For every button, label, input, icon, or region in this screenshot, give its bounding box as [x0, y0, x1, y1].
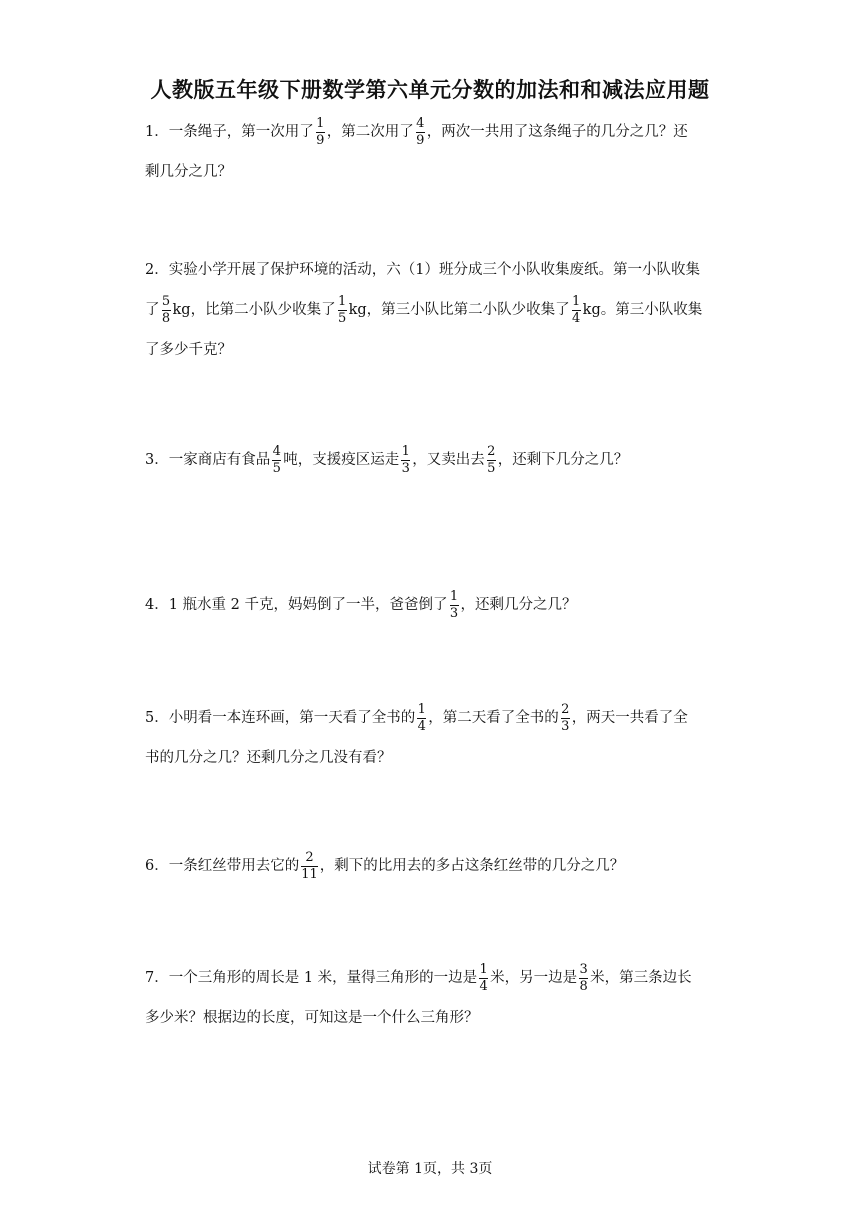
- denominator: 3: [561, 718, 570, 734]
- denominator: 9: [316, 132, 325, 148]
- question-2-line-2: [145, 290, 715, 330]
- numerator: 1: [449, 588, 459, 604]
- question-7-line-1: [145, 958, 715, 998]
- numerator: 5: [161, 293, 171, 309]
- q3-text-4: ，还剩下几分之几？: [497, 452, 629, 468]
- denominator: 3: [449, 605, 459, 621]
- question-2-line-1: 2．实验小学开展了保护环境的活动，六（1）班分成三个小队收集废纸。第一小队收集: [145, 262, 700, 278]
- denominator: 5: [487, 460, 496, 476]
- question-3-line-1: [145, 440, 715, 480]
- numerator: 4: [416, 115, 425, 131]
- denominator: 11: [301, 866, 318, 882]
- q5-text-3: ，两天一共看了全: [571, 710, 688, 726]
- q2-fraction-3: [572, 295, 581, 326]
- q4-text-1: 4．1 瓶水重 2 千克，妈妈倒了一半，爸爸倒了: [145, 597, 448, 613]
- q7-text-2: 米，另一边是: [490, 970, 578, 986]
- q3-fraction-3: [487, 445, 496, 476]
- q7-fraction-1: [479, 963, 488, 994]
- q1-text-3: ，两次一共用了这条绳子的几分之几？还: [426, 124, 688, 140]
- q2-text-4: kg。第三小队收集: [582, 302, 703, 318]
- q2-text-2: kg，比第二小队少收集了: [172, 302, 336, 318]
- q2-text-1: 了: [145, 302, 160, 318]
- q2-text-3: kg，第三小队比第二小队少收集了: [348, 302, 570, 318]
- q3-fraction-2: [401, 445, 410, 476]
- denominator: 3: [401, 460, 410, 476]
- numerator: 1: [401, 443, 410, 459]
- q1-fraction-1: [316, 117, 325, 148]
- q3-text-2: 吨，支援疫区运走: [283, 452, 400, 468]
- q4-fraction-1: [450, 590, 459, 621]
- numerator: 4: [272, 443, 281, 459]
- question-6-line-1: [145, 846, 715, 886]
- q3-text-1: 3．一家商店有食品: [145, 452, 271, 468]
- denominator: 8: [161, 310, 171, 326]
- q3-text-3: ，又卖出去: [412, 452, 485, 468]
- numerator: 2: [305, 849, 314, 865]
- q2-fraction-1: [162, 295, 171, 326]
- question-4-line-1: [145, 585, 715, 625]
- numerator: 1: [316, 115, 325, 131]
- q1-text-2: ，第二次用了: [326, 124, 414, 140]
- q5-fraction-1: [417, 703, 426, 734]
- page-footer: 试卷第 1页，共 3页: [367, 1161, 493, 1177]
- question-3: [145, 440, 715, 480]
- question-5: [145, 698, 715, 778]
- q1-text-1: 1．一条绳子，第一次用了: [145, 124, 314, 140]
- question-7: [145, 958, 715, 1038]
- denominator: 4: [479, 978, 488, 994]
- q2-fraction-2: [338, 295, 347, 326]
- numerator: 1: [479, 961, 488, 977]
- q5-text-2: ，第二天看了全书的: [428, 710, 559, 726]
- q3-fraction-1: [272, 445, 281, 476]
- question-4: [145, 585, 715, 625]
- question-1-line-2: 剩几分之几？: [145, 164, 232, 180]
- question-2: [145, 250, 715, 370]
- q6-fraction-1: [301, 851, 318, 882]
- question-5-line-1: [145, 698, 715, 738]
- question-5-line-2: 书的几分之几？还剩几分之几没有看？: [145, 750, 392, 766]
- numerator: 2: [487, 443, 496, 459]
- q6-text-2: ，剩下的比用去的多占这条红丝带的几分之几？: [319, 858, 625, 874]
- numerator: 2: [561, 701, 570, 717]
- q7-fraction-2: [579, 963, 588, 994]
- question-1-line-1: [145, 112, 715, 152]
- page-title: 人教版五年级下册数学第六单元分数的加法和和减法应用题: [150, 78, 710, 102]
- denominator: 8: [579, 978, 588, 994]
- numerator: 1: [337, 293, 347, 309]
- numerator: 1: [572, 293, 581, 309]
- q7-text-1: 7．一个三角形的周长是 1 米，量得三角形的一边是: [145, 970, 478, 986]
- question-2-line-3: 了多少千克？: [145, 342, 232, 358]
- numerator: 3: [579, 961, 588, 977]
- q5-text-1: 5．小明看一本连环画，第一天看了全书的: [145, 710, 416, 726]
- denominator: 5: [272, 460, 281, 476]
- q6-text-1: 6．一条红丝带用去它的: [145, 858, 300, 874]
- q5-fraction-2: [561, 703, 570, 734]
- q1-fraction-2: [416, 117, 425, 148]
- question-7-line-2: 多少米？根据边的长度，可知这是一个什么三角形？: [145, 1010, 479, 1026]
- q4-text-2: ，还剩几分之几？: [460, 597, 577, 613]
- question-1: [145, 112, 715, 192]
- numerator: 1: [417, 701, 426, 717]
- denominator: 4: [417, 718, 426, 734]
- denominator: 4: [572, 310, 581, 326]
- denominator: 5: [337, 310, 347, 326]
- denominator: 9: [416, 132, 425, 148]
- question-6: [145, 846, 715, 886]
- q7-text-3: 米，第三条边长: [590, 970, 692, 986]
